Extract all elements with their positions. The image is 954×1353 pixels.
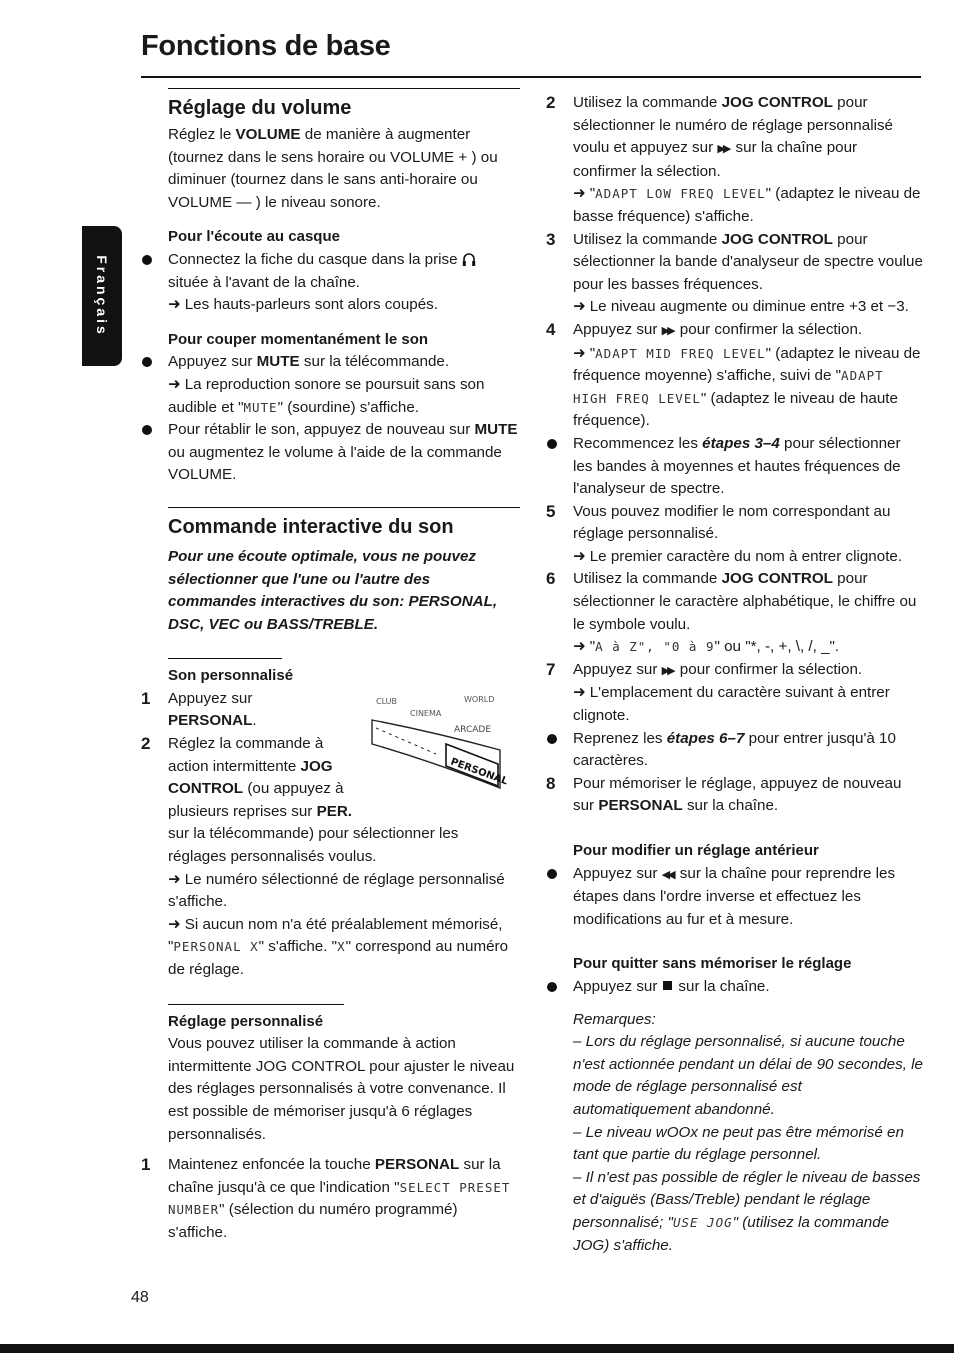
step-5: 5 Vous pouvez modifier le nom correspondant au réglage personnalisé.: [546, 501, 891, 543]
arrow-icon: ➜: [168, 915, 181, 933]
arrow-icon: ➜: [168, 870, 181, 888]
step-6: 6 Utilisez la commande JOG CONTROL pour sélectionner le caractère alphabétique, le chiffre ou le symbole voulu.: [546, 569, 917, 633]
arrow-icon: ➜: [573, 547, 586, 565]
dial-label: PERSONAL: [448, 756, 510, 788]
right-column: [546, 92, 923, 1257]
play-forward-icon: ▶▶: [717, 143, 729, 156]
subtitle-headphones: Pour l'écoute au casque: [168, 228, 340, 246]
step-2: 2 Utilisez la commande JOG CONTROL pour sélectionner le numéro de réglage personnalisé voulu et appuyez sur ▶▶ sur la chaîne pour confirmer la sélection.: [546, 93, 893, 180]
result-3: ➜ Le niveau augmente ou diminue entre +3 et −3.: [573, 298, 909, 316]
subsection-rule: [168, 1004, 344, 1005]
stop-icon: [663, 981, 672, 990]
arrow-icon: ➜: [168, 296, 181, 314]
note-3: – Il n'est pas possible de régler le niveau de basses et d'aiguës (Bass/Treble) pendant le réglage personnalisé; "USE JOG" (utilisez la commande JOG) s'affiche.: [573, 1168, 921, 1254]
dial-label: CLUB: [376, 696, 397, 706]
note-1: – Lors du réglage personnalisé, si aucune touche n'est actionnée pendant un délai de 90 secondes, le mode de réglage personnalisé est automatiquement abandonné.: [573, 1033, 923, 1118]
result-personal-2: ➜ Si aucun nom n'a été préalablement mémorisé, "PERSONAL X" s'affiche. "X" correspond au numéro de réglage.: [168, 915, 509, 978]
note-2: – Le niveau wOOx ne peut pas être mémorisé en tant que partie du réglage personnel.: [573, 1123, 904, 1164]
subtitle-modify: Pour modifier un réglage antérieur: [573, 842, 819, 859]
play-forward-icon: ▶▶: [661, 664, 673, 677]
language-tab: [82, 226, 122, 366]
section-rule: [168, 88, 520, 89]
section-title-interactive: Commande interactive du son: [168, 515, 454, 538]
arrow-icon: ➜: [573, 185, 586, 203]
play-forward-icon: ▶▶: [661, 324, 673, 337]
result-5: ➜ Le premier caractère du nom à entrer clignote.: [573, 547, 903, 565]
bullet-repeat-3-4: Recommencez les étapes 3–4 pour sélectionner les bandes à moyennes et hautes fréquences de l'analyseur de spectre.: [573, 433, 923, 501]
step-4: 4 Appuyez sur ▶▶ pour confirmer la sélection.: [546, 319, 863, 339]
result-7: ➜ L'emplacement du caractère suivant à entrer clignote.: [573, 684, 890, 725]
arrow-icon: ➜: [168, 375, 181, 393]
headphones-icon: [462, 251, 476, 267]
step-custom-1: 1 Maintenez enfoncée la touche PERSONAL sur la chaîne jusqu'à ce que l'indication "SELECT PRESET NUMBER" (sélection du numéro programmé) s'affiche.: [141, 1155, 511, 1241]
bullet-mute: Appuyez sur MUTE sur la télécommande.: [168, 351, 520, 374]
step-personal-2: 2 Réglez la commande à action intermittente JOG CONTROL (ou appuyez à plusieurs reprises sur PER. sur la télécommande) pour sélectionner les réglages personnalisés voulus.: [141, 734, 459, 866]
arrow-icon: ➜: [573, 684, 586, 702]
result-4: ➜ "ADAPT MID FREQ LEVEL" (adaptez le niveau de fréquence moyenne) s'affiche, suivi de "ADAPT HIGH FREQ LEVEL" (adaptez le niveau de haute fréquence).: [573, 344, 921, 430]
section-title-volume: Réglage du volume: [168, 97, 352, 119]
arrow-icon: ➜: [573, 638, 586, 656]
result-headphones: ➜ Les hauts-parleurs sont alors coupés.: [168, 296, 438, 314]
interactive-intro: Pour une écoute optimale, vous ne pouvez sélectionner que l'une ou l'autre des commandes interactives du son: PERSONAL, DSC, VEC ou BASS/TREBLE.: [168, 547, 498, 633]
section-rule: [168, 507, 520, 508]
dial-label: WORLD: [464, 694, 495, 704]
result-6: ➜ "A à Z", "0 à 9" ou "*, -, +, \, /, _".: [573, 638, 840, 656]
lcd-text: MUTE: [243, 399, 278, 415]
bullet-quit: Appuyez sur sur la chaîne.: [573, 976, 923, 999]
subtitle-personal: Son personnalisé: [168, 667, 294, 685]
custom-paragraph: Vous pouvez utiliser la commande à action intermittente JOG CONTROL pour ajuster le niveau des réglages personnalisés à votre convenance. Il est possible de mémoriser jusqu'à 6 réglages personnalisés.: [168, 1035, 515, 1143]
page-number: 48: [131, 1289, 149, 1306]
step-3: 3 Utilisez la commande JOG CONTROL pour sélectionner la bande d'analyseur de spectre voulue pour les basses fréquences.: [546, 229, 923, 293]
left-column: [141, 88, 520, 1245]
subtitle-quit: Pour quitter sans mémoriser le réglage: [573, 955, 852, 973]
result-mute: ➜ La reproduction sonore se poursuit sans son audible et "MUTE" (sourdine) s'affiche.: [168, 375, 485, 416]
page-title: Fonctions de base: [141, 30, 391, 62]
title-rule: [141, 76, 921, 78]
subtitle-custom: Réglage personnalisé: [168, 1012, 324, 1030]
dial-label: ARCADE: [454, 724, 492, 735]
bullet-unmute: Pour rétablir le son, appuyez de nouveau sur MUTE ou augmentez le volume à l'aide de la commande VOLUME.: [168, 419, 520, 487]
step-7: 7 Appuyez sur ▶▶ pour confirmer la sélection.: [546, 659, 863, 679]
bullet-repeat-6-7: Reprenez les étapes 6–7 pour entrer jusqu'à 10 caractères.: [573, 728, 923, 773]
notes-title: Remarques:: [573, 1010, 656, 1028]
step-8: 8 Pour mémoriser le réglage, appuyez de nouveau sur PERSONAL sur la chaîne.: [546, 773, 902, 815]
bullet-modify: Appuyez sur ◀◀ sur la chaîne pour reprendre les étapes dans l'ordre inverse et effectuez les modifications au fur et à mesure.: [573, 863, 923, 932]
bullet-headphones: Connectez la fiche du casque dans la prise située à l'avant de la chaîne.: [168, 249, 520, 294]
subtitle-mute: Pour couper momentanément le son: [168, 330, 429, 348]
arrow-icon: ➜: [573, 298, 586, 316]
language-tab-label: Français: [94, 255, 110, 337]
step-personal-1: 1 Appuyez sur PERSONAL.: [141, 688, 257, 730]
arrow-icon: ➜: [573, 344, 586, 362]
bottom-bar: [0, 1344, 954, 1353]
result-personal-1: ➜ Le numéro sélectionné de réglage personnalisé s'affiche.: [168, 870, 505, 911]
subsection-rule: [168, 658, 282, 659]
volume-paragraph: Réglez le VOLUME de manière à augmenter (tournez dans le sens horaire ou VOLUME + ) ou diminuer (tournez dans le sans anti-horaire ou VOLUME — ) le niveau sonore.: [168, 126, 498, 211]
result-2: ➜ "ADAPT LOW FREQ LEVEL" (adaptez le niveau de basse fréquence) s'affiche.: [573, 185, 921, 225]
dial-label: CINEMA: [410, 708, 442, 718]
rewind-icon: ◀◀: [661, 868, 673, 881]
